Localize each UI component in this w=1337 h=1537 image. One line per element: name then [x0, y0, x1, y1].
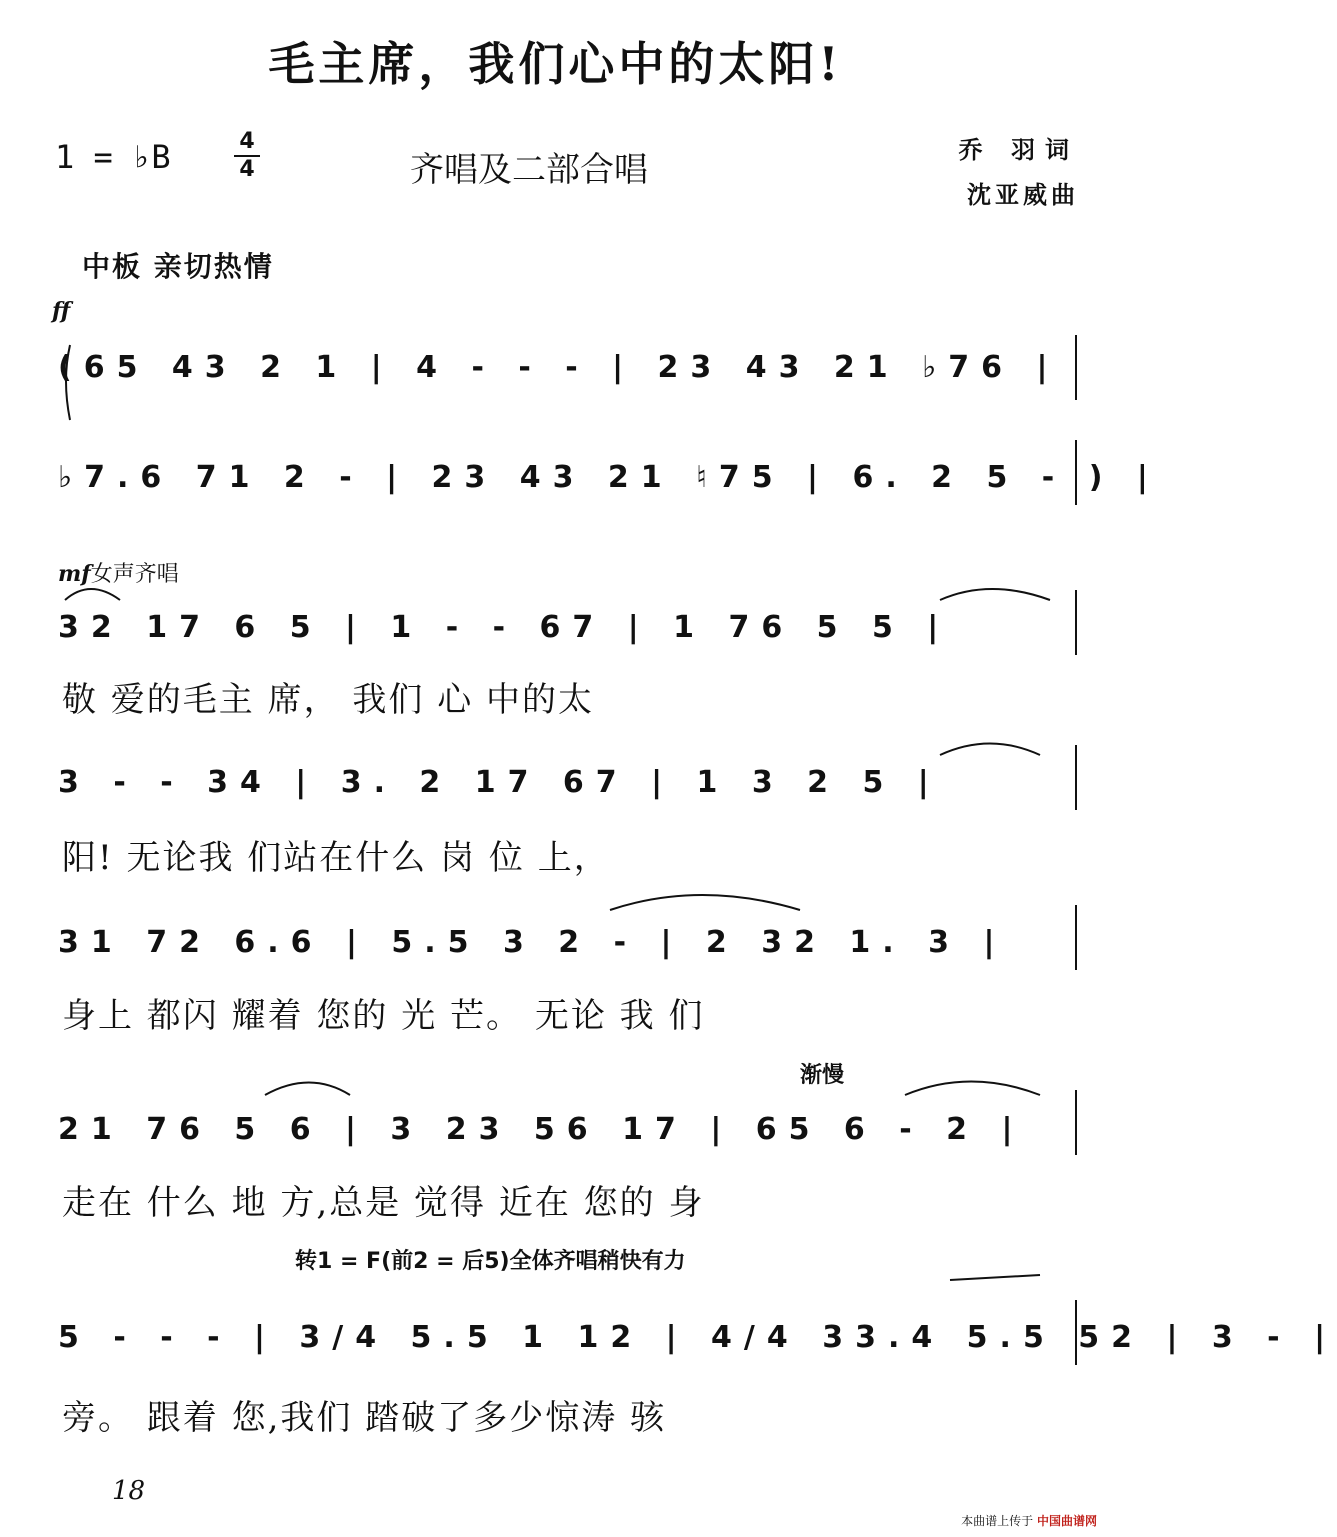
notation-row-3: 32 17 6 5 | 1 - - 67 | 1 76 5 5 | — [58, 610, 951, 645]
tempo-marking: 中板 亲切热情 — [82, 250, 274, 283]
opening-parenthesis — [66, 345, 70, 420]
dynamic-mf: mf — [58, 561, 91, 587]
composer-credit: 沈亚威曲 — [967, 181, 1079, 209]
slur-row3-b — [940, 589, 1050, 600]
page-number: 18 — [112, 1476, 146, 1506]
voice-label: 女声齐唱 — [90, 562, 179, 587]
slur-row5 — [610, 895, 800, 910]
lyric-line-4: 阳! 无论我 们站在什么 岗 位 上， — [62, 838, 610, 878]
footer-brand: 中国曲谱网 — [1036, 1514, 1097, 1528]
ritardando-marking: 渐慢 — [800, 1063, 845, 1088]
lyricist-credit: 乔 羽词 — [958, 136, 1079, 164]
slur-row4 — [940, 744, 1040, 756]
slur-row6-a — [265, 1083, 350, 1096]
slur-row6-b — [905, 1082, 1040, 1096]
notation-row-7: 5 - - - | 3/4 5.5 1 12 | 4/4 33.4 5.5 52 | 3 - | — [58, 1320, 1337, 1355]
notation-row-2: ♭7.6 71 2 - | 23 43 21 ♮75 | 6. 2 5 - ) | — [58, 460, 1160, 495]
notation-row-5: 31 72 6.6 | 5.5 3 2 - | 2 32 1. 3 | — [58, 925, 1007, 960]
notation-row-1: (65 43 2 1 | 4 - - - | 23 43 21 ♭76 | — [58, 350, 1060, 385]
key-signature: 1 = ♭B — [55, 138, 171, 176]
crescendo-line — [950, 1275, 1040, 1280]
performance-mode: 齐唱及二部合唱 — [410, 150, 648, 190]
footer-text: 本曲谱上传于 — [961, 1514, 1034, 1528]
lyric-line-3: 敬 爱的毛主 席， 我们 心 中的太 — [62, 680, 595, 720]
notation-row-4: 3 - - 34 | 3. 2 17 67 | 1 3 2 5 | — [58, 765, 941, 800]
footer-watermark — [961, 1512, 1097, 1529]
lyric-line-7: 旁。 跟着 您,我们 踏破了多少惊涛 骇 — [62, 1398, 667, 1438]
key-change-marking: 转1 = F(前2 = 后5)全体齐唱稍快有力 — [295, 1249, 686, 1274]
slur-row3-a — [65, 589, 120, 600]
lyric-line-5: 身上 都闪 耀着 您的 光 芒。 无论 我 们 — [62, 996, 705, 1036]
notation-row-6: 21 76 5 6 | 3 23 56 17 | 65 6 - 2 | — [58, 1112, 1025, 1147]
time-signature-top: 4 — [239, 129, 255, 154]
time-signature-bottom: 4 — [239, 157, 255, 182]
lyric-line-6: 走在 什么 地 方,总是 觉得 近在 您的 身 — [62, 1183, 705, 1223]
dynamic-ff: ff — [52, 298, 71, 324]
score-title: 毛主席，我们心中的太阳! — [268, 37, 843, 91]
